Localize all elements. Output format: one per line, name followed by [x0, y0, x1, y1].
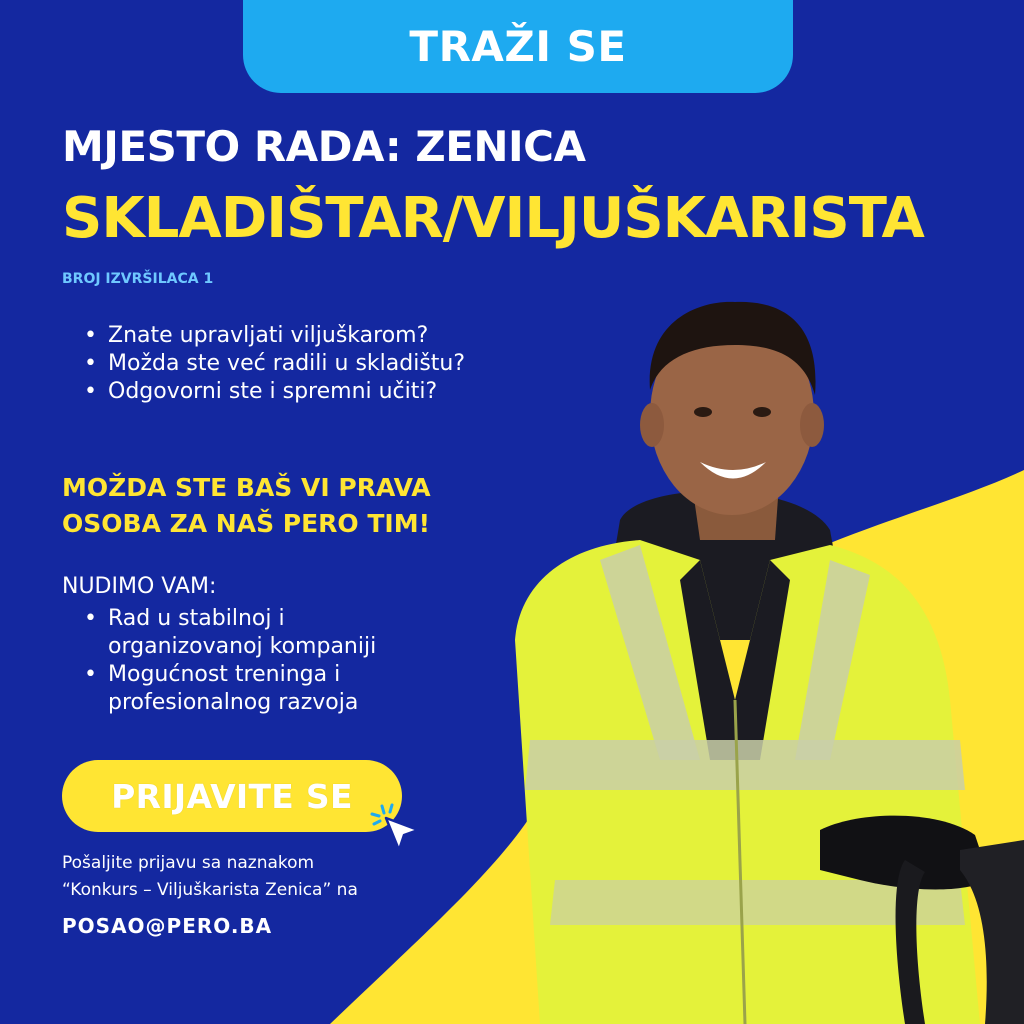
top-banner	[243, 0, 793, 93]
instructions	[62, 850, 358, 904]
highlight-text	[62, 470, 482, 542]
banner-label: TRAŽI SE	[409, 22, 627, 71]
positions-count: BROJ IZVRŠILACA 1	[62, 271, 214, 287]
list-item	[84, 661, 376, 717]
offer-heading: NUDIMO VAM:	[62, 574, 217, 599]
work-location: MJESTO RADA: ZENICA	[62, 122, 586, 171]
offer-line: profesionalnog razvoja	[108, 690, 359, 715]
offer-line: • Mogućnost treninga i	[108, 662, 341, 687]
list-item	[84, 605, 376, 661]
question-list	[84, 322, 465, 406]
apply-button-label: PRIJAVITE SE	[111, 776, 353, 816]
highlight-line: OSOBA ZA NAŠ PERO TIM!	[62, 509, 431, 538]
offer-line: • Rad u stabilnoj i	[108, 606, 285, 631]
instructions-line: Pošaljite prijavu sa naznakom	[62, 853, 315, 873]
job-title: SKLADIŠTAR/VILJUŠKARISTA	[62, 186, 924, 251]
highlight-line: MOŽDA STE BAŠ VI PRAVA	[62, 473, 431, 502]
apply-button[interactable]	[62, 760, 402, 832]
list-item: • Možda ste već radili u skladištu?	[84, 350, 465, 378]
list-item: • Odgovorni ste i spremni učiti?	[84, 378, 465, 406]
list-item: • Znate upravljati viljuškarom?	[84, 322, 465, 350]
cursor-click-icon	[368, 800, 428, 860]
instructions-line: “Konkurs – Viljuškarista Zenica” na	[62, 880, 358, 900]
offer-list	[84, 605, 376, 717]
offer-line: organizovanoj kompaniji	[108, 634, 377, 659]
contact-email[interactable]: POSAO@PERO.BA	[62, 914, 273, 938]
